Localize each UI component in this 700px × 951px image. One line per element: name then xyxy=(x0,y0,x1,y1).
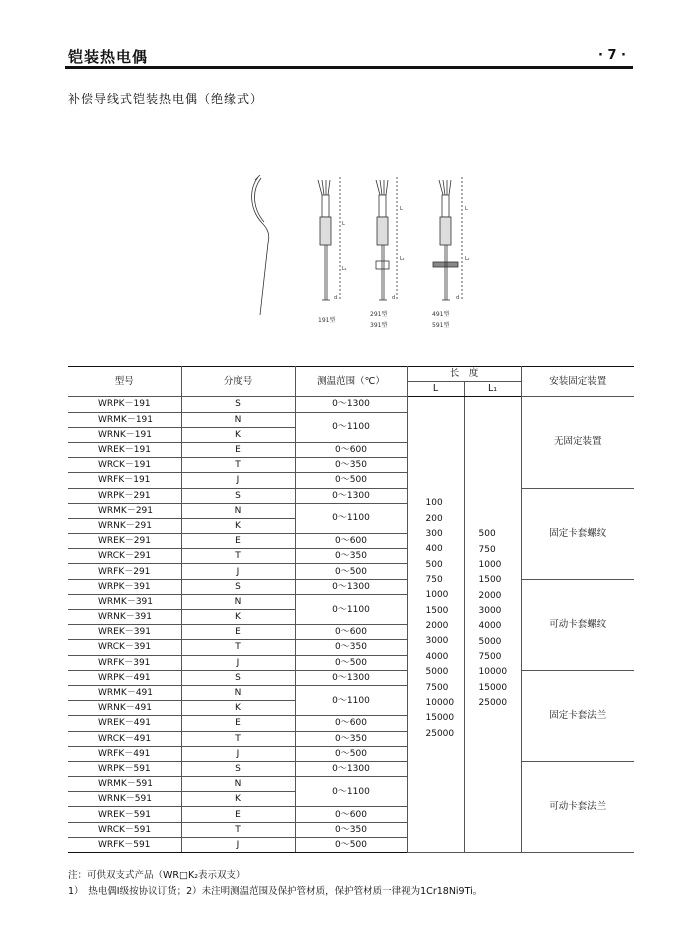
graduation-cell: N xyxy=(181,594,295,609)
table-row xyxy=(68,670,634,685)
graduation-cell: N xyxy=(181,503,295,518)
model-cell: WREK－391 xyxy=(68,625,181,640)
subtitle: 补偿导线式铠装热电偶（绝缘式） xyxy=(68,92,264,106)
graduation-cell: K xyxy=(181,427,295,442)
svg-text:d: d xyxy=(334,295,338,301)
model-cell: WRFK－591 xyxy=(68,837,181,852)
range-cell: 0～350 xyxy=(295,731,407,746)
graduation-cell: J xyxy=(181,837,295,852)
mounting-cell: 无固定装置 xyxy=(521,397,634,488)
drawing-291-391-a xyxy=(318,177,340,300)
length-L1-value: 25000 xyxy=(478,698,508,709)
graduation-cell: T xyxy=(181,731,295,746)
range-cell: 0～1100 xyxy=(295,412,407,442)
graduation-cell: N xyxy=(181,777,295,792)
model-cell: WRNK－291 xyxy=(68,518,181,533)
range-cell: 0～500 xyxy=(295,655,407,670)
svg-text:L: L xyxy=(342,221,345,227)
model-cell: WRCK－191 xyxy=(68,458,181,473)
table-row xyxy=(68,397,634,412)
drawing-291-391-b xyxy=(376,177,397,300)
range-cell: 0～1100 xyxy=(295,685,407,715)
range-cell: 0～600 xyxy=(295,807,407,822)
length-L1-value: 1500 xyxy=(478,575,502,586)
graduation-cell: T xyxy=(181,549,295,564)
graduation-cell: E xyxy=(181,716,295,731)
length-L1-value: 5000 xyxy=(478,636,502,647)
length-L1-value: 500 xyxy=(478,529,496,540)
spec-table xyxy=(68,366,634,853)
graduation-cell: N xyxy=(181,685,295,700)
model-cell: WREK－191 xyxy=(68,442,181,457)
note-line-1: 注：可供双支式产品（WR□K₂表示双支） xyxy=(68,870,246,881)
length-L-value: 10000 xyxy=(425,697,455,708)
model-cell: WRPK－491 xyxy=(68,670,181,685)
mounting-cell: 固定卡套螺纹 xyxy=(521,488,634,579)
thermocouple-drawings xyxy=(230,165,490,345)
model-cell: WREK－291 xyxy=(68,534,181,549)
length-L-value: 100 xyxy=(425,498,443,509)
header-mounting: 安装固定装置 xyxy=(521,367,634,397)
range-cell: 0～500 xyxy=(295,837,407,852)
model-cell: WRPK－291 xyxy=(68,488,181,503)
length-L-value: 3000 xyxy=(425,636,449,647)
header-rule xyxy=(65,66,633,69)
range-cell: 0～500 xyxy=(295,564,407,579)
graduation-cell: S xyxy=(181,397,295,412)
range-cell: 0～350 xyxy=(295,458,407,473)
range-cell: 0～600 xyxy=(295,625,407,640)
graduation-cell: E xyxy=(181,625,295,640)
range-cell: 0～1100 xyxy=(295,594,407,624)
model-cell: WRNK－591 xyxy=(68,792,181,807)
svg-text:L₁: L₁ xyxy=(465,256,470,262)
length-L1-value: 2000 xyxy=(478,590,502,601)
range-cell: 0～350 xyxy=(295,822,407,837)
graduation-cell: N xyxy=(181,412,295,427)
table-row xyxy=(68,579,634,594)
model-cell: WRNK－191 xyxy=(68,427,181,442)
graduation-cell: J xyxy=(181,655,295,670)
model-cell: WRCK－491 xyxy=(68,731,181,746)
spec-table-body xyxy=(68,397,634,853)
header-L1: L₁ xyxy=(464,382,521,397)
header-graduation: 分度号 xyxy=(181,367,295,397)
svg-text:d: d xyxy=(392,295,396,301)
graduation-cell: S xyxy=(181,670,295,685)
range-cell: 0～500 xyxy=(295,746,407,761)
svg-text:d: d xyxy=(456,295,460,301)
length-L-column xyxy=(407,397,464,853)
length-L-value: 500 xyxy=(425,559,443,570)
graduation-cell: E xyxy=(181,534,295,549)
svg-text:L: L xyxy=(465,206,468,212)
model-cell: WRMK－491 xyxy=(68,685,181,700)
header-range: 测温范围（℃） xyxy=(295,367,407,397)
mounting-cell: 可动卡套法兰 xyxy=(521,761,634,852)
label-391: 391型 xyxy=(370,322,388,329)
model-cell: WRCK－291 xyxy=(68,549,181,564)
range-cell: 0～1300 xyxy=(295,397,407,412)
model-cell: WRCK－591 xyxy=(68,822,181,837)
model-cell: WREK－591 xyxy=(68,807,181,822)
length-L1-value: 1000 xyxy=(478,560,502,571)
graduation-cell: J xyxy=(181,564,295,579)
table-row xyxy=(68,488,634,503)
length-L1-value: 4000 xyxy=(478,621,502,632)
label-491: 491型 xyxy=(432,311,450,318)
model-cell: WRMK－591 xyxy=(68,777,181,792)
graduation-cell: S xyxy=(181,761,295,776)
length-L-value: 25000 xyxy=(425,728,455,739)
length-L1-value: 15000 xyxy=(478,682,508,693)
svg-text:L₁: L₁ xyxy=(400,256,405,262)
range-cell: 0～350 xyxy=(295,549,407,564)
graduation-cell: K xyxy=(181,701,295,716)
model-cell: WRPK－591 xyxy=(68,761,181,776)
label-291: 291型 xyxy=(370,311,388,318)
range-cell: 0～600 xyxy=(295,442,407,457)
model-cell: WRCK－391 xyxy=(68,640,181,655)
graduation-cell: S xyxy=(181,579,295,594)
model-cell: WRMK－391 xyxy=(68,594,181,609)
svg-text:L₁: L₁ xyxy=(342,266,347,272)
range-cell: 0～1100 xyxy=(295,503,407,533)
drawing-191 xyxy=(252,175,269,315)
model-cell: WRFK－291 xyxy=(68,564,181,579)
label-591: 591型 xyxy=(432,322,450,329)
range-cell: 0～1100 xyxy=(295,777,407,807)
length-L1-value: 750 xyxy=(478,544,496,555)
model-cell: WRPK－391 xyxy=(68,579,181,594)
model-cell: WRNK－391 xyxy=(68,610,181,625)
header-model: 型号 xyxy=(68,367,181,397)
graduation-cell: E xyxy=(181,442,295,457)
label-191: 191型 xyxy=(318,317,336,324)
graduation-cell: K xyxy=(181,518,295,533)
section-title: 铠装热电偶 xyxy=(68,48,149,66)
svg-text:L: L xyxy=(400,206,403,212)
length-L1-value: 10000 xyxy=(478,667,508,678)
graduation-cell: J xyxy=(181,473,295,488)
header-length: 长 度 xyxy=(407,367,521,382)
model-cell: WRFK－391 xyxy=(68,655,181,670)
page-number: · 7 · xyxy=(598,48,626,63)
length-L-value: 300 xyxy=(425,529,443,540)
graduation-cell: K xyxy=(181,610,295,625)
range-cell: 0～500 xyxy=(295,473,407,488)
model-cell: WRMK－291 xyxy=(68,503,181,518)
table-row xyxy=(68,761,634,776)
mounting-cell: 可动卡套螺纹 xyxy=(521,579,634,670)
range-cell: 0～350 xyxy=(295,640,407,655)
note-line-2: 1） 热电偶Ⅰ级按协议订货；2）未注明测温范围及保护管材质，保护管材质一律视为1Cr18Ni9Ti。 xyxy=(68,886,483,897)
graduation-cell: T xyxy=(181,822,295,837)
mounting-cell: 固定卡套法兰 xyxy=(521,670,634,761)
length-L1-column xyxy=(464,397,521,853)
graduation-cell: E xyxy=(181,807,295,822)
length-L-value: 750 xyxy=(425,575,443,586)
graduation-cell: S xyxy=(181,488,295,503)
graduation-cell: T xyxy=(181,640,295,655)
length-L-value: 5000 xyxy=(425,667,449,678)
graduation-cell: K xyxy=(181,792,295,807)
model-cell: WREK－491 xyxy=(68,716,181,731)
length-L-value: 2000 xyxy=(425,621,449,632)
length-L-value: 15000 xyxy=(425,713,455,724)
length-L-value: 1500 xyxy=(425,605,449,616)
graduation-cell: J xyxy=(181,746,295,761)
model-cell: WRMK－191 xyxy=(68,412,181,427)
length-L-value: 200 xyxy=(425,513,443,524)
range-cell: 0～1300 xyxy=(295,670,407,685)
model-cell: WRNK－491 xyxy=(68,701,181,716)
range-cell: 0～600 xyxy=(295,716,407,731)
length-L-value: 1000 xyxy=(425,590,449,601)
length-L1-value: 7500 xyxy=(478,652,502,663)
model-cell: WRFK－491 xyxy=(68,746,181,761)
graduation-cell: T xyxy=(181,458,295,473)
length-L-value: 7500 xyxy=(425,682,449,693)
notes xyxy=(68,868,482,900)
range-cell: 0～600 xyxy=(295,534,407,549)
model-cell: WRPK－191 xyxy=(68,397,181,412)
range-cell: 0～1300 xyxy=(295,488,407,503)
length-L-value: 4000 xyxy=(425,651,449,662)
drawing-491-591 xyxy=(433,177,462,300)
model-cell: WRFK－191 xyxy=(68,473,181,488)
length-L-value: 400 xyxy=(425,544,443,555)
length-L1-value: 3000 xyxy=(478,606,502,617)
range-cell: 0～1300 xyxy=(295,761,407,776)
header-L: L xyxy=(407,382,464,397)
range-cell: 0～1300 xyxy=(295,579,407,594)
